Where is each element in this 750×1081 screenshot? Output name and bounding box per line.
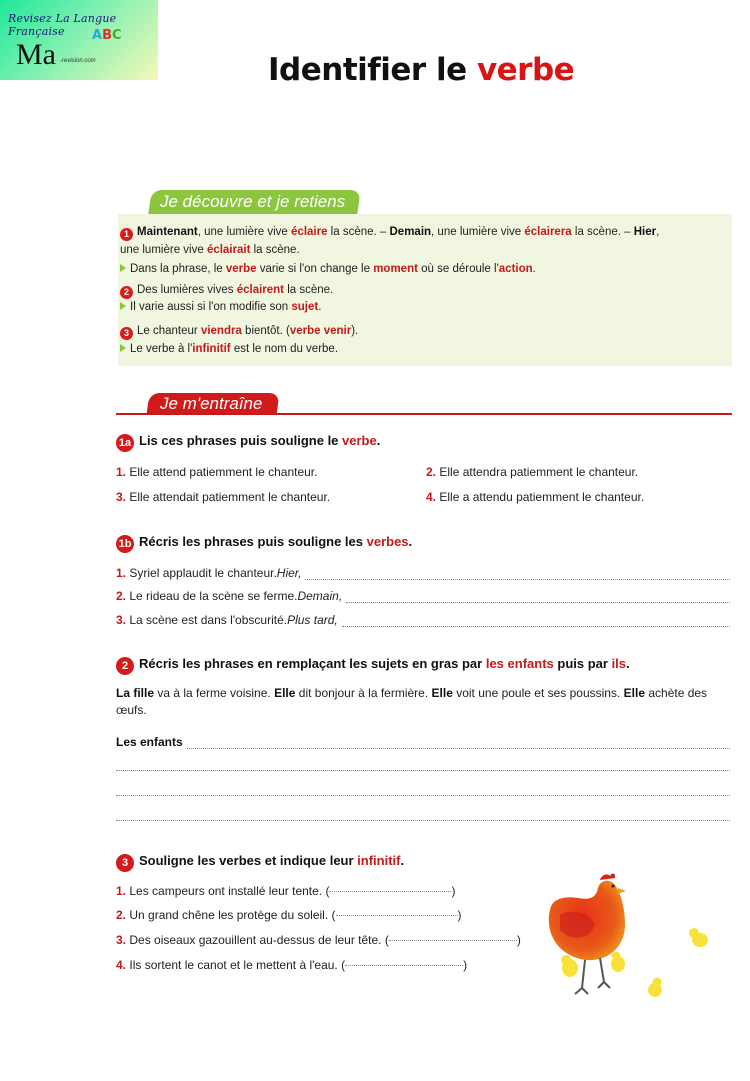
arrow-icon	[120, 344, 126, 352]
practice-tab: Je m'entraîne	[146, 393, 280, 415]
arrow-icon	[120, 302, 126, 310]
lesson-item-3: 3 Le chanteur viendra bientôt. (verbe venir).	[120, 324, 358, 340]
exercise-badge: 2	[116, 657, 134, 675]
answer-line[interactable]	[346, 589, 730, 603]
exercise-2-text: La fille va à la ferme voisine. Elle dit bonjour à la fermière. Elle voit une poule et ses poussins. Elle achète des œufs.	[116, 686, 708, 717]
answer-line[interactable]	[116, 795, 730, 796]
hen-illustration-icon	[530, 870, 730, 1005]
exercise-1a-sentence-4: 4. Elle a attendu patiemment le chanteur.	[426, 490, 645, 504]
exercise-2-title: 2 Récris les phrases en remplaçant les sujets en gras par les enfants puis par ils.	[116, 656, 630, 675]
section-divider	[116, 413, 732, 415]
number-badge: 3	[120, 327, 133, 340]
lesson-rule-1: Dans la phrase, le verbe varie si l'on change le moment où se déroule l'action.	[120, 262, 536, 276]
arrow-icon	[120, 264, 126, 272]
answer-line[interactable]	[336, 915, 458, 916]
answer-line[interactable]	[187, 735, 730, 749]
answer-line[interactable]	[345, 965, 463, 966]
exercise-3-title: 3 Souligne les verbes et indique leur infinitif.	[116, 853, 404, 872]
exercise-badge: 3	[116, 854, 134, 872]
lesson-rule-3: Le verbe à l'infinitif est le nom du verbe.	[120, 342, 338, 356]
lesson-item-1: 1 Maintenant, une lumière vive éclaire la scène. – Demain, une lumière vive éclairera la scène. – Hier,	[120, 225, 659, 241]
answer-line[interactable]	[305, 566, 730, 580]
logo-site: -revision.com	[60, 58, 96, 64]
exercise-1b-sentence-1: 1. Syriel applaudit le chanteur. Hier,	[116, 566, 730, 580]
exercise-3-sentence-1: 1. Les campeurs ont installé leur tente. ( )	[116, 884, 456, 898]
lesson-item-2: 2 Des lumières vives éclairent la scène.	[120, 283, 333, 299]
exercise-1b-sentence-3: 3. La scène est dans l'obscurité. Plus tard,	[116, 613, 730, 627]
logo-tagline: Revisez La Langue Française	[8, 12, 117, 38]
exercise-1a-title: 1a Lis ces phrases puis souligne le verbe.	[116, 433, 380, 452]
lesson-tab: Je découvre et je retiens	[148, 190, 361, 214]
answer-line[interactable]	[329, 891, 451, 892]
exercise-3-sentence-2: 2. Un grand chêne les protège du soleil. ( )	[116, 908, 462, 922]
exercise-badge: 1b	[116, 535, 134, 553]
page-title: Identifier le verbe	[268, 52, 575, 88]
exercise-2-answer-start: Les enfants	[116, 735, 730, 749]
site-logo	[0, 0, 158, 80]
exercise-1b-sentence-2: 2. Le rideau de la scène se ferme. Demain,	[116, 589, 730, 603]
logo-abc-icon: ABC	[92, 28, 122, 43]
lesson-rule-2: Il varie aussi si l'on modifie son sujet.	[120, 300, 321, 314]
exercise-1b-title: 1b Récris les phrases puis souligne les verbes.	[116, 534, 412, 553]
answer-line[interactable]	[389, 940, 517, 941]
number-badge: 2	[120, 286, 133, 299]
answer-line[interactable]	[116, 820, 730, 821]
answer-line[interactable]	[116, 770, 730, 771]
exercise-1a-sentence-1: 1. Elle attend patiemment le chanteur.	[116, 465, 318, 479]
exercise-badge: 1a	[116, 434, 134, 452]
exercise-3-sentence-4: 4. Ils sortent le canot et le mettent à l'eau. ( )	[116, 958, 468, 972]
lesson-box	[118, 214, 732, 366]
logo-brand: Ma	[16, 38, 56, 71]
exercise-1a-sentence-2: 2. Elle attendra patiemment le chanteur.	[426, 465, 639, 479]
lesson-item-1-cont: une lumière vive éclairait la scène.	[120, 244, 300, 256]
exercise-3-sentence-3: 3. Des oiseaux gazouillent au-dessus de leur tête. ( )	[116, 933, 521, 947]
exercise-1a-sentence-3: 3. Elle attendait patiemment le chanteur.	[116, 490, 331, 504]
number-badge: 1	[120, 228, 133, 241]
answer-line[interactable]	[342, 613, 730, 627]
